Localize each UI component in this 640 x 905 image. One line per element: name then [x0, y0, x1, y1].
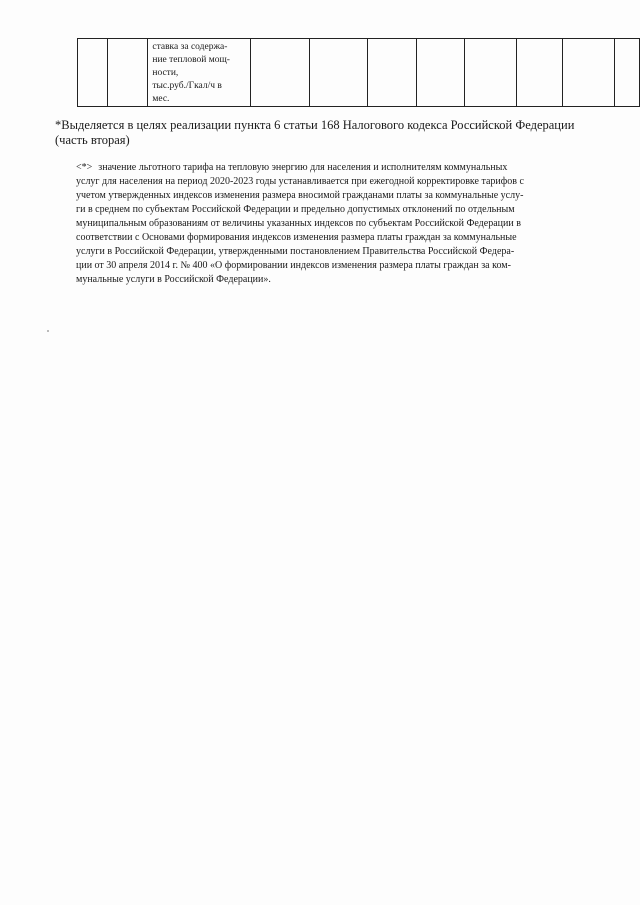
- table-cell-value: [615, 39, 640, 107]
- note-line: услуг для населения на период 2020-2023 годы устанавливается при ежегодной корректировке тарифов с: [76, 176, 524, 187]
- note-marker: <*>: [76, 162, 93, 173]
- note-preferential-tariff: [76, 161, 606, 287]
- description-line: мес.: [152, 94, 170, 104]
- table-cell-value: [516, 39, 562, 107]
- table-cell-value: [464, 39, 516, 107]
- description-line: ставка за содержа-: [152, 42, 228, 52]
- description-line: тыс.руб./Гкал/ч в: [152, 81, 222, 91]
- table-cell-value: [562, 39, 615, 107]
- note-line: мунальные услуги в Российской Федерации».: [76, 274, 271, 285]
- table-cell-value: [417, 39, 465, 107]
- note-first-line: [76, 161, 606, 175]
- note-line: ги в среднем по субъектам Российской Федерации и предельно допустимых отклонений по отдельным: [76, 204, 515, 215]
- description-line: ности,: [152, 68, 179, 78]
- table-cell-value: [250, 39, 309, 107]
- scan-speck: [47, 330, 49, 332]
- footnote-line: (часть вторая): [55, 133, 130, 147]
- table-cell-empty: [108, 39, 148, 107]
- table-cell-value: [368, 39, 417, 107]
- table-cell-description: [148, 39, 251, 107]
- note-line: учетом утвержденных индексов изменения размера вносимой гражданами платы за коммунальные услу-: [76, 190, 524, 201]
- note-line: муниципальным образованиям от величины указанных индексов по субъектам Российской Федерации в: [76, 218, 521, 229]
- table-row: [78, 39, 640, 107]
- description-line: ние тепловой мощ-: [152, 55, 230, 65]
- note-line: значение льготного тарифа на тепловую энергию для населения и исполнителям коммунальных: [98, 162, 508, 173]
- note-line: соответствии с Основами формирования индексов изменения размера платы граждан за коммунальные: [76, 232, 517, 243]
- tariff-table-fragment: [77, 38, 640, 107]
- note-line: услуги в Российской Федерации, утвержденными постановлением Правительства Российской Федера-: [76, 246, 515, 257]
- table-cell-value: [309, 39, 368, 107]
- table-cell-number: [78, 39, 108, 107]
- footnote-line: *Выделяется в целях реализации пункта 6 статьи 168 Налогового кодекса Российской Федерации: [55, 118, 575, 132]
- footnote-tax-code: [55, 118, 615, 148]
- note-line: ции от 30 апреля 2014 г. № 400 «О формировании индексов изменения размера платы граждан за ком-: [76, 260, 511, 271]
